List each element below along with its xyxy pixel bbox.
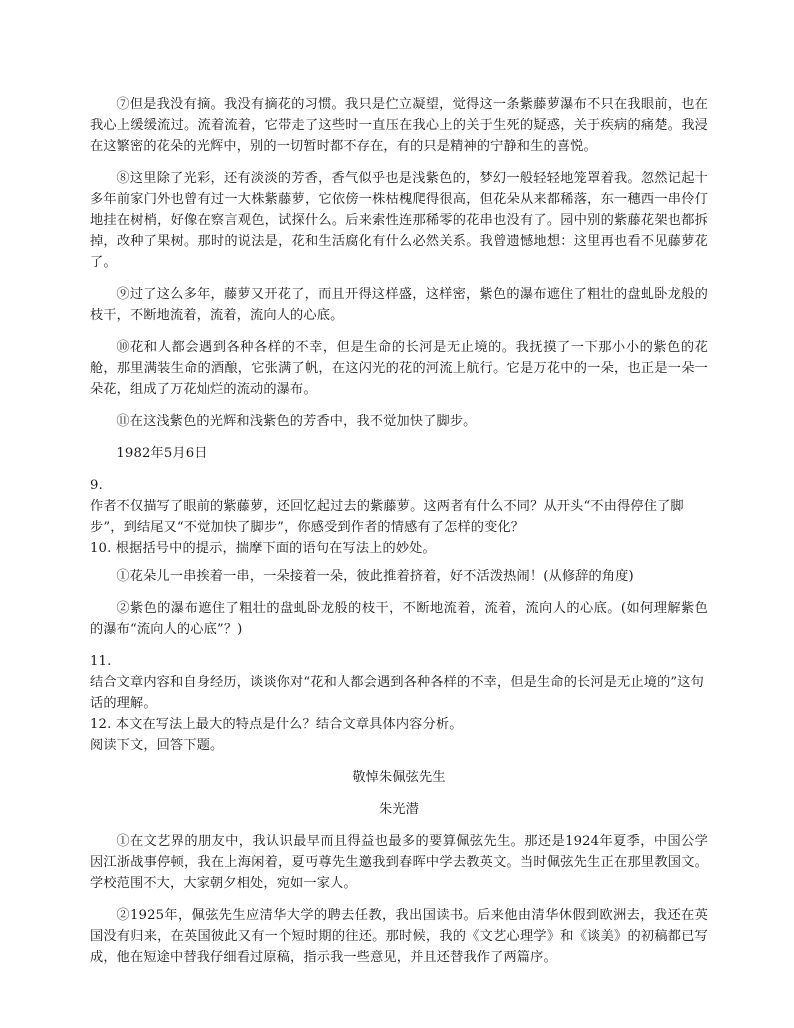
question-11-number: 11. xyxy=(90,654,112,669)
question-11-text: 结合文章内容和自身经历，谈谈你对“花和人都会遇到各种各样的不幸，但是生命的长河是无止境的”这句话的理解。 xyxy=(90,675,704,711)
reading-instruction: 阅读下文，回答下题。 xyxy=(90,738,224,753)
article-date: 1982年5月6日 xyxy=(116,446,208,461)
question-9-text: 作者不仅描写了眼前的紫藤萝，还回忆起过去的紫藤萝。这两者有什么不同？从开头“不由得停住了脚步”，到结尾又“不觉加快了脚步”，你感受到作者的情感有了怎样的变化？ xyxy=(90,499,684,535)
question-10-item-1: ①花朵儿一串挨着一串，一朵接着一朵，彼此推着挤着，好不活泼热闹！(从修辞的角度) xyxy=(116,569,634,584)
article-title: 敬悼朱佩弦先生 xyxy=(352,770,446,785)
article-author: 朱光潜 xyxy=(378,802,419,817)
paragraph-7: ⑦但是我没有摘。我没有摘花的习惯。我只是伫立凝望，觉得这一条紫藤萝瀑布不只在我眼前，也在我心上缓缓流过。流着流着，它带走了这些时一直压在我心上的关于生死的疑惑，关于疾病的痛楚。我浸在这繁密的花朵的光辉中，别的一切暂时都不存在，有的只是精神的宁静和生的喜悦。 xyxy=(90,97,708,154)
paragraph-11: ⑪在这浅紫色的光辉和浅紫色的芳香中，我不觉加快了脚步。 xyxy=(116,414,477,429)
paragraph-8: ⑧这里除了光彩，还有淡淡的芳香，香气似乎也是浅紫色的，梦幻一般轻轻地笼罩着我。忽然记起十多年前家门外也曾有过一大株紫藤萝，它依傍一株枯槐爬得很高，但花朵从来都稀落，东一穗西一串伶仃地挂在树梢，好像在察言观色，试探什么。后来索性连那稀零的花串也没有了。园中别的紫藤花架也都拆掉，改种了果树。那时的说法是，花和生活腐化有什么必然关系。我曾遗憾地想：这里再也看不见藤萝花了。 xyxy=(90,171,708,270)
question-10: 10. 根据括号中的提示，揣摩下面的语句在写法上的妙处。 xyxy=(90,541,436,556)
document-page xyxy=(90,94,708,968)
article-paragraph-1: ①在文艺界的朋友中，我认识最早而且得益也最多的要算佩弦先生。那还是1924年夏季，中国公学因江浙战事停顿，我在上海闲着，夏丏尊先生邀我到春晖中学去教英文。当时佩弦先生正在那里教国文。学校范围不大，大家朝夕相处，宛如一家人。 xyxy=(90,834,708,891)
article-paragraph-2: ②1925年，佩弦先生应清华大学的聘去任教，我出国读书。后来他由清华休假到欧洲去，我还在英国没有归来，在英国彼此又有一个短时期的往还。那时候，我的《文艺心理学》和《谈美》的初稿都已写成，他在短途中替我仔细看过原稿，指示我一些意见，并且还替我作了两篇序。 xyxy=(90,908,708,965)
paragraph-9: ⑨过了这么多年，藤萝又开花了，而且开得这样盛，这样密，紫色的瀑布遮住了粗壮的盘虬卧龙般的枝干，不断地流着，流着，流向人的心底。 xyxy=(90,287,708,323)
paragraph-10: ⑩花和人都会遇到各种各样的不幸，但是生命的长河是无止境的。我抚摸了一下那小小的紫色的花舱，那里满装生命的酒酿，它张满了帆，在这闪光的花的河流上航行。它是万花中的一朵，也正是一朵一朵花，组成了万花灿烂的流动的瀑布。 xyxy=(90,340,708,397)
question-10-item-2: ②紫色的瀑布遮住了粗壮的盘虬卧龙般的枝干，不断地流着，流着，流向人的心底。(如何理解紫色的瀑布“流向人的心底”？) xyxy=(90,601,708,637)
question-9-number: 9. xyxy=(90,478,103,493)
question-12: 12. 本文在写法上最大的特点是什么？结合文章具体内容分析。 xyxy=(90,717,463,732)
